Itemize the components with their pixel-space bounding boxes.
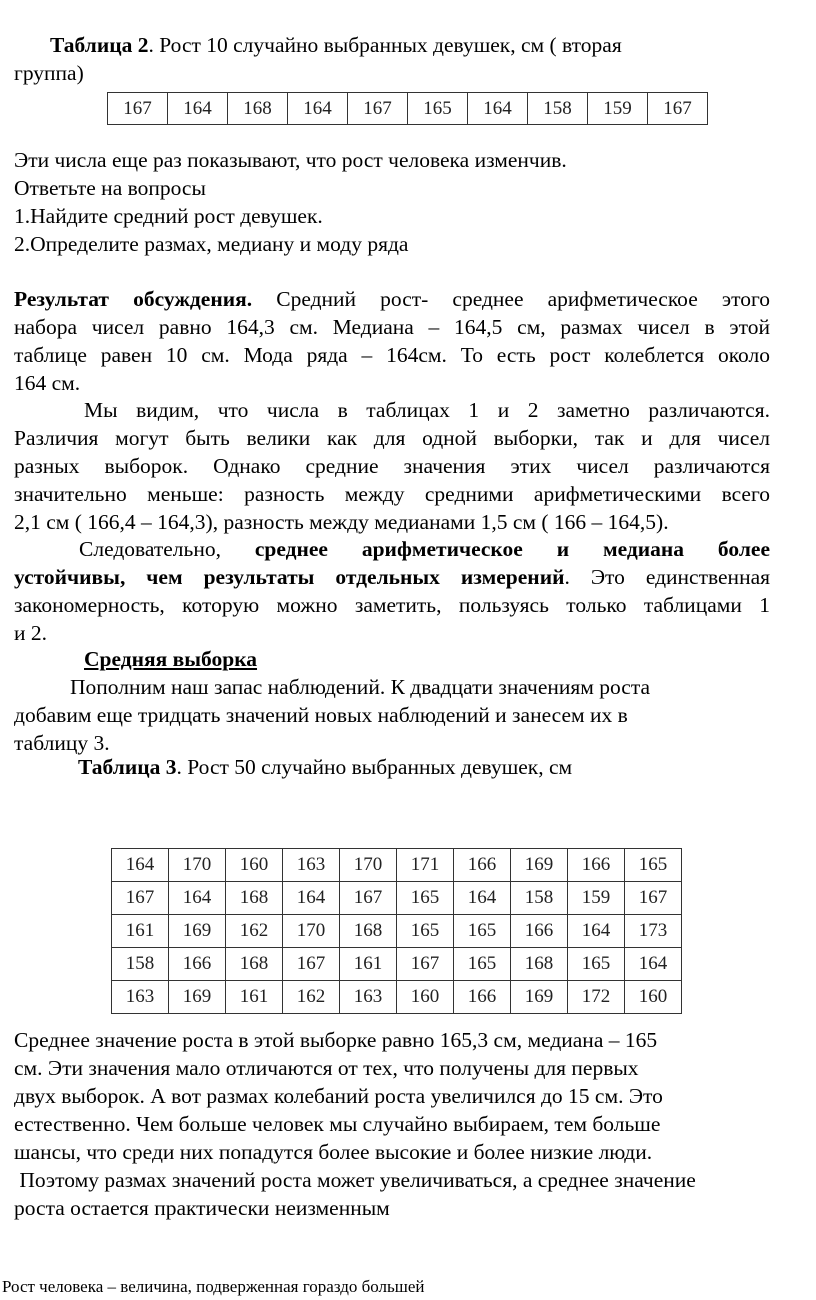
table-cell: 164 (288, 93, 348, 125)
conclusion-line: шансы, что среди них попадутся более высокие и более низкие люди. (14, 1140, 653, 1164)
paragraph-conclusion-stability (14, 535, 770, 647)
table-cell: 164 (625, 948, 682, 981)
paragraph-text: . Это единственная (564, 565, 771, 589)
table2 (107, 92, 708, 125)
table-cell: 165 (454, 915, 511, 948)
table-cell: 165 (397, 915, 454, 948)
paragraph-line: Мы видим, что числа в таблицах 1 и 2 заметно различаются. (84, 398, 770, 422)
table-cell: 167 (397, 948, 454, 981)
table-cell: 164 (454, 882, 511, 915)
table-cell: 165 (454, 948, 511, 981)
table-cell: 164 (112, 849, 169, 882)
section-paragraph (14, 673, 804, 757)
table-cell: 161 (340, 948, 397, 981)
table-cell: 167 (108, 93, 168, 125)
table-row (112, 849, 682, 882)
table-cell: 160 (397, 981, 454, 1014)
table2-caption-label: Таблица 2 (50, 33, 149, 57)
table-cell: 165 (625, 849, 682, 882)
table-cell: 166 (454, 981, 511, 1014)
section-line: Пополним наш запас наблюдений. К двадцати значениям роста (70, 675, 651, 699)
table-cell: 169 (169, 981, 226, 1014)
table3 (111, 848, 682, 1014)
table-row (112, 948, 682, 981)
result-line: набора чисел равно 164,3 см. Медиана – 164,5 см, размах чисел в этой (14, 315, 770, 339)
table3-caption-text: . Рост 50 случайно выбранных девушек, см (176, 755, 573, 779)
table-cell: 167 (283, 948, 340, 981)
table-cell: 166 (169, 948, 226, 981)
table-cell: 164 (169, 882, 226, 915)
table-cell: 162 (283, 981, 340, 1014)
table-cell: 173 (625, 915, 682, 948)
table-cell: 163 (283, 849, 340, 882)
result-paragraph (14, 285, 770, 397)
table2-caption (14, 31, 804, 87)
table-cell: 168 (226, 948, 283, 981)
conclusion-line: естественно. Чем больше человек мы случайно выбираем, тем больше (14, 1112, 661, 1136)
intro-line: Ответьте на вопросы (14, 176, 206, 200)
table-cell: 171 (397, 849, 454, 882)
conclusion-line: Среднее значение роста в этой выборке равно 165,3 см, медиана – 165 (14, 1028, 658, 1052)
table-cell: 165 (568, 948, 625, 981)
table-cell: 167 (625, 882, 682, 915)
conclusion-paragraph (14, 1026, 804, 1222)
table-cell: 167 (648, 93, 708, 125)
table3-caption-label: Таблица 3 (78, 755, 177, 779)
table-cell: 168 (511, 948, 568, 981)
table-cell: 165 (408, 93, 468, 125)
table-cell: 163 (112, 981, 169, 1014)
page-footer-text: Рост человека – величина, подверженная гораздо большей (2, 1277, 425, 1296)
paragraph-bold: устойчивы, чем результаты отдельных измерений (14, 565, 565, 589)
table-cell: 164 (283, 882, 340, 915)
table2-caption-text-cont: группа) (14, 61, 84, 85)
section-line: таблицу 3. (14, 731, 110, 755)
table-cell: 167 (340, 882, 397, 915)
table-cell: 168 (228, 93, 288, 125)
table-cell: 170 (283, 915, 340, 948)
conclusion-line: см. Эти значения мало отличаются от тех, что получены для первых (14, 1056, 639, 1080)
table-cell: 169 (511, 849, 568, 882)
result-label: Результат обсуждения. (14, 287, 253, 311)
section-heading (84, 645, 257, 673)
paragraph-bold: среднее арифметическое и медиана более (254, 537, 770, 561)
table-cell: 168 (226, 882, 283, 915)
table-cell: 163 (340, 981, 397, 1014)
table-row (112, 981, 682, 1014)
conclusion-line: роста остается практически неизменным (14, 1196, 390, 1220)
table-cell: 167 (112, 882, 169, 915)
paragraph-line: Различия могут быть велики как для одной выборки, так и для чисел (14, 426, 770, 450)
paragraph-line: разных выборок. Однако средние значения этих чисел различаются (14, 454, 770, 478)
paragraph-line: закономерность, которую можно заметить, пользуясь только таблицами 1 (14, 593, 770, 617)
paragraph-text: Следовательно, (79, 537, 255, 561)
table-cell: 166 (511, 915, 568, 948)
table-row (112, 882, 682, 915)
intro-line: Эти числа еще раз показывают, что рост человека изменчив. (14, 148, 567, 172)
table-cell: 160 (226, 849, 283, 882)
table-cell: 165 (397, 882, 454, 915)
table-cell: 162 (226, 915, 283, 948)
result-line: 164 см. (14, 371, 81, 395)
table-cell: 164 (568, 915, 625, 948)
conclusion-line: двух выборок. А вот размах колебаний роста увеличился до 15 см. Это (14, 1084, 663, 1108)
section-line: добавим еще тридцать значений новых наблюдений и занесем их в (14, 703, 628, 727)
table-cell: 166 (568, 849, 625, 882)
table3-caption (78, 753, 572, 781)
table-cell: 167 (348, 93, 408, 125)
table-cell: 159 (568, 882, 625, 915)
paragraph-line: 2,1 см ( 166,4 – 164,3), разность между медианами 1,5 см ( 166 – 164,5). (14, 510, 669, 534)
table-cell: 160 (625, 981, 682, 1014)
result-line: таблице равен 10 см. Мода ряда – 164см. То есть рост колеблется около (14, 343, 770, 367)
question-2: 2.Определите размах, медиану и моду ряда (14, 232, 409, 256)
table-cell: 170 (340, 849, 397, 882)
table-cell: 168 (340, 915, 397, 948)
table2-caption-text: . Рост 10 случайно выбранных девушек, см ( вторая (148, 33, 622, 57)
table-cell: 169 (169, 915, 226, 948)
table-cell: 159 (588, 93, 648, 125)
question-1: 1.Найдите средний рост девушек. (14, 204, 323, 228)
table-row (108, 93, 708, 125)
table-cell: 164 (468, 93, 528, 125)
table-row (112, 915, 682, 948)
table-cell: 158 (528, 93, 588, 125)
table-cell: 172 (568, 981, 625, 1014)
table-cell: 169 (511, 981, 568, 1014)
intro-block (14, 146, 804, 258)
paragraph-differences (14, 396, 770, 536)
result-text: Средний рост- среднее арифметическое этого (252, 287, 770, 311)
table-cell: 164 (168, 93, 228, 125)
table-cell: 158 (112, 948, 169, 981)
conclusion-line: Поэтому размах значений роста может увеличиваться, а среднее значение (14, 1168, 696, 1192)
table-cell: 166 (454, 849, 511, 882)
table-cell: 158 (511, 882, 568, 915)
table-cell: 161 (226, 981, 283, 1014)
paragraph-line: значительно меньше: разность между средними арифметическими всего (14, 482, 770, 506)
table-cell: 161 (112, 915, 169, 948)
paragraph-line: и 2. (14, 621, 48, 645)
table-cell: 170 (169, 849, 226, 882)
section-heading-text: Средняя выборка (84, 647, 258, 671)
